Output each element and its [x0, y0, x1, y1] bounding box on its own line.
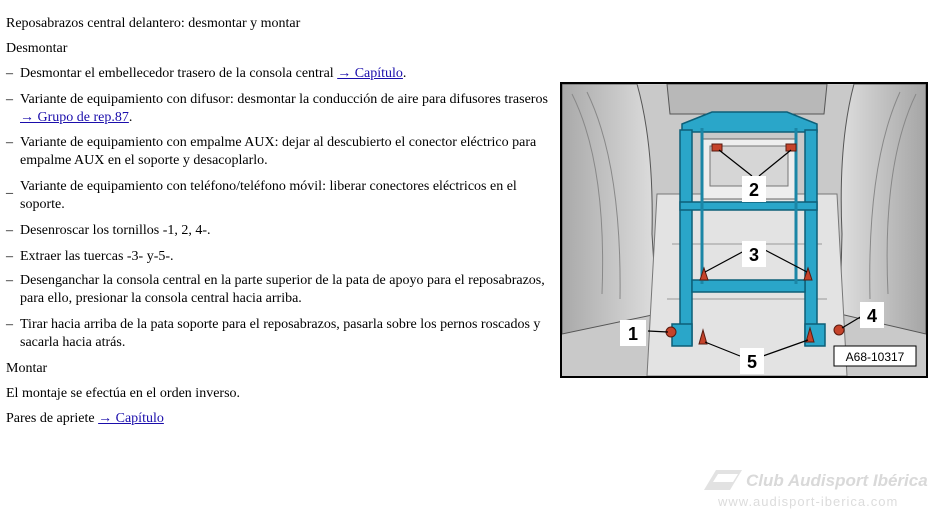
club-logo-icon — [698, 468, 744, 492]
armrest-diagram — [560, 82, 928, 378]
figure-id: A68-10317 — [845, 350, 905, 364]
step-text: Variante de equipamiento con empalme AUX: dejar al descubierto el conector eléctrico para empalme AUX en el soporte y desacoplarlo. — [20, 135, 537, 168]
step-text: Tirar hacia arriba de la pata soporte para el reposabrazos, pasarla sobre los pernos roscados y sacarla hacia atrás. — [20, 317, 541, 350]
list-item — [6, 65, 551, 83]
list-item — [6, 248, 551, 266]
torque-line — [6, 410, 164, 428]
step-text: Variante de equipamiento con teléfono/teléfono móvil: liberar conectores eléctricos en el soporte. — [20, 179, 517, 212]
list-item — [6, 222, 551, 240]
list-item — [6, 316, 551, 352]
section-heading-install: Montar — [6, 361, 48, 376]
list-bullet: – — [6, 273, 13, 288]
step-suffix: . — [128, 110, 133, 125]
callout-2: 2 — [748, 180, 760, 200]
list-bullet: – — [6, 92, 13, 107]
callout-5: 5 — [746, 352, 758, 372]
watermark-name: Club Audisport Ibérica — [746, 471, 928, 490]
step-text: Extraer las tuercas -3- y-5-. — [20, 249, 174, 264]
list-item — [6, 134, 551, 170]
section-heading-remove: Desmontar — [6, 41, 68, 56]
list-bullet: – — [6, 66, 13, 81]
callout-4: 4 — [866, 306, 878, 326]
install-text: El montaje se efectúa en el orden inverso. — [6, 386, 241, 401]
step-suffix: . — [402, 66, 407, 81]
torque-chapter-link[interactable]: → Capítulo — [98, 411, 164, 426]
callout-1: 1 — [627, 324, 639, 344]
list-bullet: – — [6, 135, 13, 150]
list-bullet: _ — [6, 181, 13, 196]
list-item — [6, 178, 551, 214]
step-text: Desenganchar la consola central en la parte superior de la pata de apoyo para el reposabrazos, para ello, presionar la consola central hacia arriba. — [20, 273, 545, 306]
callout-3: 3 — [748, 245, 760, 265]
chapter-link[interactable]: → Capítulo — [337, 66, 403, 81]
torque-text: Pares de apriete — [6, 411, 99, 426]
list-item — [6, 272, 551, 308]
step-text: Desmontar el embellecedor trasero de la consola central — [20, 66, 338, 81]
repair-group-link[interactable]: → Grupo de rep.87 — [20, 110, 129, 125]
step-text: Desenroscar los tornillos -1, 2, 4-. — [20, 223, 211, 238]
list-bullet: – — [6, 223, 13, 238]
page-title: Reposabrazos central delantero: desmontar y montar — [6, 16, 301, 31]
list-bullet: – — [6, 249, 13, 264]
list-item — [6, 91, 551, 127]
step-text: Variante de equipamiento con difusor: desmontar la conducción de aire para difusores traseros — [20, 92, 548, 107]
list-bullet: – — [6, 317, 13, 332]
watermark-url: www.audisport-iberica.com — [718, 494, 899, 509]
